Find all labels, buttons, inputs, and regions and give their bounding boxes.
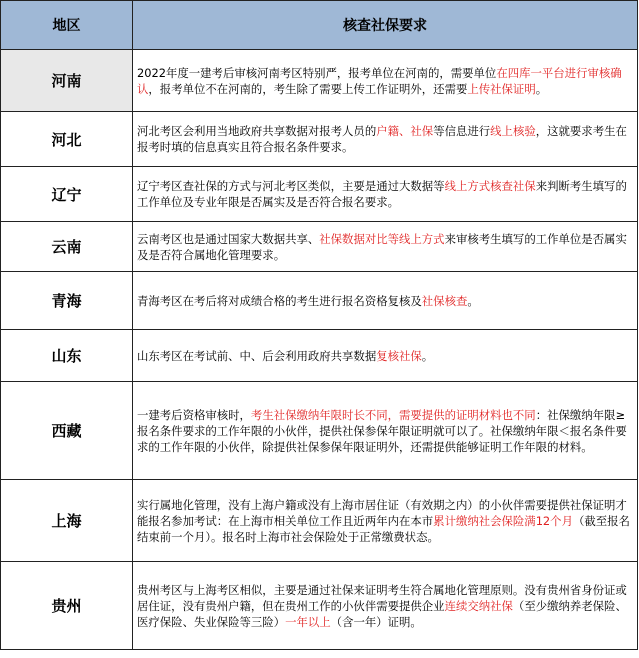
header-requirement: 核查社保要求: [133, 1, 638, 50]
requirement-text: 云南考区也是通过国家大数据共享、: [137, 231, 320, 246]
region-cell: 上海: [1, 480, 133, 562]
requirement-cell: [133, 112, 638, 167]
requirement-text: 实行属地化管理，没有上海户籍或没有上海市居住证（有效期之内）的小伙伴需要提供社保证明才能报名参加考试：在上海市相关单位工作且近两年内在本市: [137, 497, 627, 528]
table-row: [1, 272, 638, 330]
table-header-row: [1, 1, 638, 50]
region-cell: 青海: [1, 272, 133, 330]
requirement-text: 2022年度一建考后审核河南考区特别严，报考单位在河南的，需要单位: [137, 65, 497, 80]
region-cell: 河北: [1, 112, 133, 167]
table-row: [1, 167, 638, 222]
table-row: [1, 222, 638, 272]
region-cell: 贵州: [1, 562, 133, 650]
requirement-text: ，报考单位不在河南的，考生除了需要上传工作证明外，还需要: [148, 81, 468, 96]
highlighted-text: 在四库一平台进行审核确认: [137, 65, 622, 96]
requirement-text: 。: [421, 348, 434, 363]
highlighted-text: 线上核验: [490, 124, 536, 138]
table-row: [1, 330, 638, 382]
requirement-text: 来判断考生填写的工作单位及专业年限是否属实及是否符合报名要求。: [137, 179, 627, 209]
region-cell: 西藏: [1, 382, 133, 480]
requirement-cell: [133, 222, 638, 272]
requirement-text: ：社保缴纳年限≥报名条件要求的工作年限的小伙伴，提供社保参保年限证明就可以了。社保缴纳年限＜报名条件要求的工作年限的小伙伴，除提供社保参保年限证明外，还需提供能够证明工作年限的材料。: [137, 407, 627, 454]
header-region: 地区: [1, 1, 133, 50]
table-row: [1, 480, 638, 562]
requirement-text: 青海考区在考后将对成绩合格的考生进行报名资格复核及: [137, 293, 422, 308]
requirement-text: 等信息进行: [433, 124, 491, 138]
requirement-cell: [133, 382, 638, 480]
requirement-cell: [133, 167, 638, 222]
highlighted-text: 连续交纳社保: [444, 598, 513, 613]
requirement-text: 辽宁考区查社保的方式与河北考区类似，主要是通过大数据等: [137, 179, 445, 193]
highlighted-text: 户籍、社保: [376, 124, 434, 138]
table-row: [1, 112, 638, 167]
requirement-text: （截至报名结束前一个月）。报名时上海市社会保险处于正常缴费状态。: [137, 513, 630, 544]
requirement-text: （至少缴纳养老保险、医疗保险、失业保险等三险）: [137, 598, 627, 629]
requirement-text: 河北考区会利用当地政府共享数据对报考人员的: [137, 124, 377, 138]
region-cell: 云南: [1, 222, 133, 272]
region-cell: 辽宁: [1, 167, 133, 222]
highlighted-text: 累计缴纳社会保险满12个月: [433, 513, 573, 528]
highlighted-text: 社保数据对比等线上方式: [319, 231, 445, 246]
table-row: [1, 382, 638, 480]
highlighted-text: 一年以上: [285, 614, 331, 629]
requirement-cell: [133, 272, 638, 330]
requirement-cell: [133, 480, 638, 562]
table-row: [1, 562, 638, 650]
requirement-text: ，这就要求考生在报考时填的信息真实且符合报名条件要求。: [137, 124, 627, 154]
highlighted-text: 复核社保: [376, 348, 422, 363]
requirement-text: （含一年）证明。: [330, 614, 422, 629]
highlighted-text: 线上方式核查社保: [444, 179, 536, 193]
requirement-text: 贵州考区与上海考区相似，主要是通过社保来证明考生符合属地化管理原则。没有贵州省身份证或居住证，没有贵州户籍，但在贵州工作的小伙伴需要提供企业: [137, 582, 627, 613]
requirement-text: 。: [535, 81, 548, 96]
highlighted-text: 上传社保证明: [467, 81, 536, 96]
requirement-cell: [133, 562, 638, 650]
highlighted-text: 社保核查: [421, 293, 468, 308]
requirement-text: 一建考后资格审核时，: [137, 407, 251, 422]
requirement-text: 来审核考生填写的工作单位是否属实及是否符合属地化管理要求。: [137, 231, 627, 262]
region-cell: 河南: [1, 50, 133, 112]
highlighted-text: 考生社保缴纳年限时长不同，需要提供的证明材料也不同: [250, 407, 536, 422]
requirement-text: 山东考区在考试前、中、后会利用政府共享数据: [137, 348, 377, 363]
requirement-cell: [133, 330, 638, 382]
region-cell: 山东: [1, 330, 133, 382]
requirement-text: 。: [467, 293, 479, 308]
requirement-cell: [133, 50, 638, 112]
table-row: [1, 50, 638, 112]
